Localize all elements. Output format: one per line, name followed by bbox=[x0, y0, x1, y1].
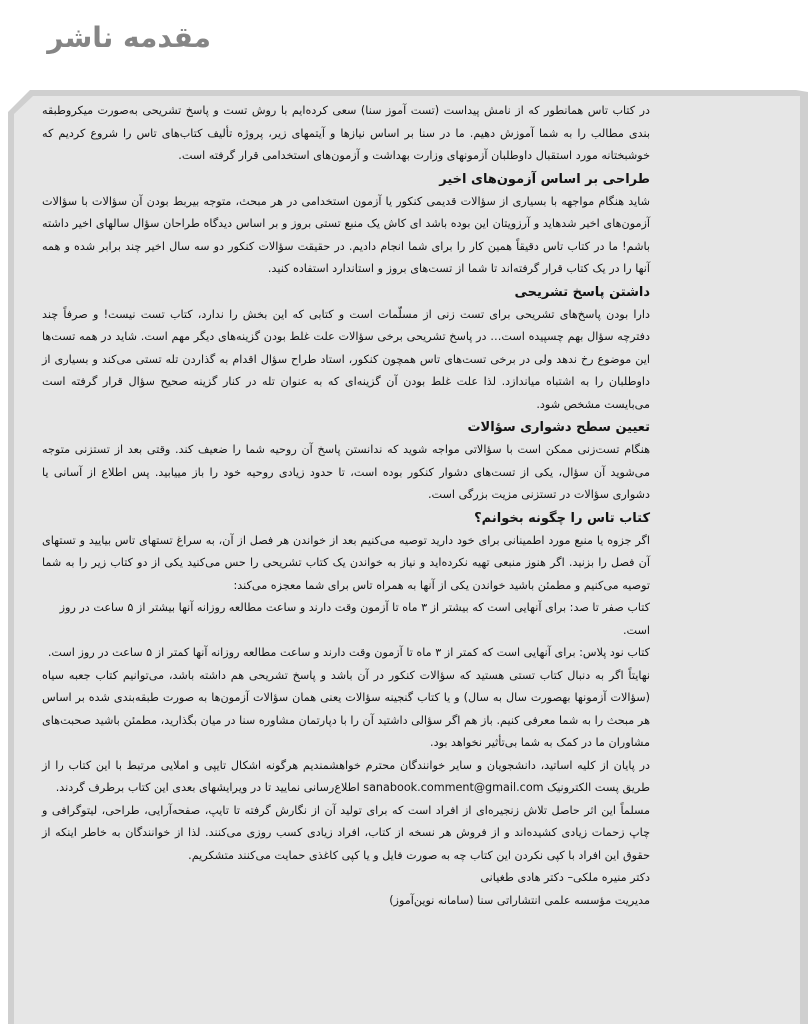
section-heading-recent-exams: طراحی بر اساس آزمون‌های اخیر bbox=[439, 171, 650, 187]
closing-paragraph-copyright: مسلماً این اثر حاصل تلاش زنجیره‌ای از افراد است که برای تولید آن از نگارش گرفته تا تایپ، صفحه‌آرایی، طراحی، لیتوگرافی و چاپ زحمات زیادی کشیده‌اند و از فروش هر نسخه از کتاب، افراد زیادی کسب روزی می‌کنند. لذا از خوانندگان به خاطر اینکه از حقوق این افراد با کپی نکردن این کتاب چه به صورت فایل و یا کپی کاغذی حمایت می‌کنند متشکریم. bbox=[42, 803, 650, 862]
section-heading-difficulty: تعیین سطح دشواری سؤالات bbox=[467, 420, 650, 435]
section-paragraph-answers: دارا بودن پاسخ‌های تشریحی برای تست زنی از مسلّمات است و کتابی که این بخش را ندارد، کتاب تست نیست! و صرفاً چند دفترچه سؤال بهم چسپیده است… در پاسخ تشریحی برخی سؤالات علت غلط بودن گزینه‌های دیگر مهم است. شاید در همه تست‌ها این موضوع رخ ندهد ولی در برخی تست‌های تاس همچون کنکور، استاد طراح سؤال اقدام به گذاردن تله تستی می‌کند و بسیاری از داوطلبان را به اشتباه میاندازد. لذا علت غلط بودن آن گزینه‌ای که به عنوان تله در کنار گزینه صحیح سؤال قرار گرفته است می‌بایست مشخص شود. bbox=[42, 307, 650, 411]
signature-names: دکتر منیره ملکی– دکتر هادی طغیانی bbox=[480, 871, 650, 884]
intro-paragraph: در کتاب تاس همانطور که از نامش پیداست (تست آموز سنا) سعی کرده‌ایم با روش تست و پاسخ تشریحی به‌صورت میکروطبقه بندی مطالب را به شما آموزش دهیم. ما در سنا بر اساس نیازها و آیتمهای زیر، پروژه تألیف کتاب‌های تاس را شروع کردیم که خوشبختانه مورد استقبال داوطلبان آزمونهای وزارت بهداشت و آزمون‌های استخدامی قرار گرفته است. bbox=[42, 104, 650, 162]
section-paragraph-recent-exams: شاید هنگام مواجهه با بسیاری از سؤالات قدیمی کنکور یا آزمون استخدامی در هر مبحث، متوجه بیربط بودن آن سؤالات با سؤالات آزمون‌های اخیر شدهاید و آرزویتان این بوده باشد ای کاش یک منبع تستی بروز و بر اساس دیدگاه طراحان سؤال سالهای اخیر داشته باشم! ما در کتاب تاس دقیقاً همین کار را برای شما انجام دادیم. در حقیقت سؤالات کنکور دو سه سال اخیر چند برابر شده و همه آنها را در یک کتاب قرار گرفته‌اند تا شما از تست‌های بروز و استاندارد استفاده کنید. bbox=[42, 194, 650, 275]
document-body bbox=[42, 100, 650, 912]
section-paragraph-how-to-read: اگر جزوه یا منبع مورد اطمینانی برای خود دارید توصیه می‌کنیم بعد از خواندن هر فصل از آن، به سراغ تستهای تاس بیایید و تستهای آن فصل را بزنید. اگر هنوز منبعی تهیه نکرده‌اید و نیاز به خواندن یک کتاب تشریحی را حس می‌کنید یکی از دو کتاب زیر را به شما توصیه می‌کنیم و مطمئن باشید خواندن یکی از آنها به همراه تاس برای شما معجزه می‌کند: bbox=[42, 533, 650, 592]
signature-organization: مدیریت مؤسسه علمی انتشاراتی سنا (سامانه نوین‌آموز) bbox=[389, 893, 650, 907]
section-heading-answers: داشتن پاسخ تشریحی bbox=[514, 284, 650, 300]
page-title: مقدمه ناشر bbox=[47, 21, 211, 54]
closing-paragraph-feedback: در پایان از کلیه اساتید، دانشجویان و سایر خوانندگان محترم خواهشمندیم هرگونه اشکال تایپی و املایی مرتبط با این کتاب را از طریق پست الکترونیک sanabook.comment@gmail.com اطلاع‌رسانی نمایید تا در ویرایشهای بعدی این کتاب برطرف گردند. bbox=[42, 758, 650, 794]
section-paragraph-difficulty: هنگام تست‌زنی ممکن است با سؤالاتی مواجه شوید که ندانستن پاسخ آن روحیه شما را ضعیف کند. وقتی بعد از تستزنی متوجه می‌شوید آن سؤال، یکی از تست‌های دشوار کنکور بوده است، تا حدود زیادی روحیه خود را باز مییابید. پس اطلاع از آسانی یا دشواری سؤالات در تستزنی مزیت بزرگی است. bbox=[42, 443, 650, 501]
section-paragraph-final-advice: نهایتاً اگر به دنبال کتاب تستی هستید که سؤالات کنکور در آن باشد و پاسخ تشریحی هم داشته باشد، می‌توانیم کتاب جعبه سیاه (سؤالات آزمونها بهصورت سال به سال) و یا کتاب گنجینه سؤالات یعنی همان سؤالات آزمون‌ها به صورت طبقه‌بندی شده بر اساس هر مبحث را به شما معرفی کنیم. باز هم اگر سؤالی داشتید آن را با دپارتمان مشاوره سنا در میان بگذارید، مطمئن باشید صحبت‌های مشاوران ما در کمک به شما بی‌تأثیر نخواهد بود. bbox=[42, 668, 650, 749]
book-item-zero-to-hundred: کتاب صفر تا صد: برای آنهایی است که بیشتر از ۳ ماه تا آزمون وقت دارند و ساعت مطالعه روزانه آنها بیشتر از ۵ ساعت در روز است. bbox=[59, 601, 650, 637]
book-item-ninety-plus: کتاب نود پلاس: برای آنهایی است که کمتر از ۳ ماه تا آزمون وقت دارند و ساعت مطالعه روزانه آنها کمتر از ۵ ساعت در روز است. bbox=[47, 646, 650, 659]
section-heading-how-to-read: کتاب تاس را چگونه بخوانم؟ bbox=[474, 510, 650, 526]
